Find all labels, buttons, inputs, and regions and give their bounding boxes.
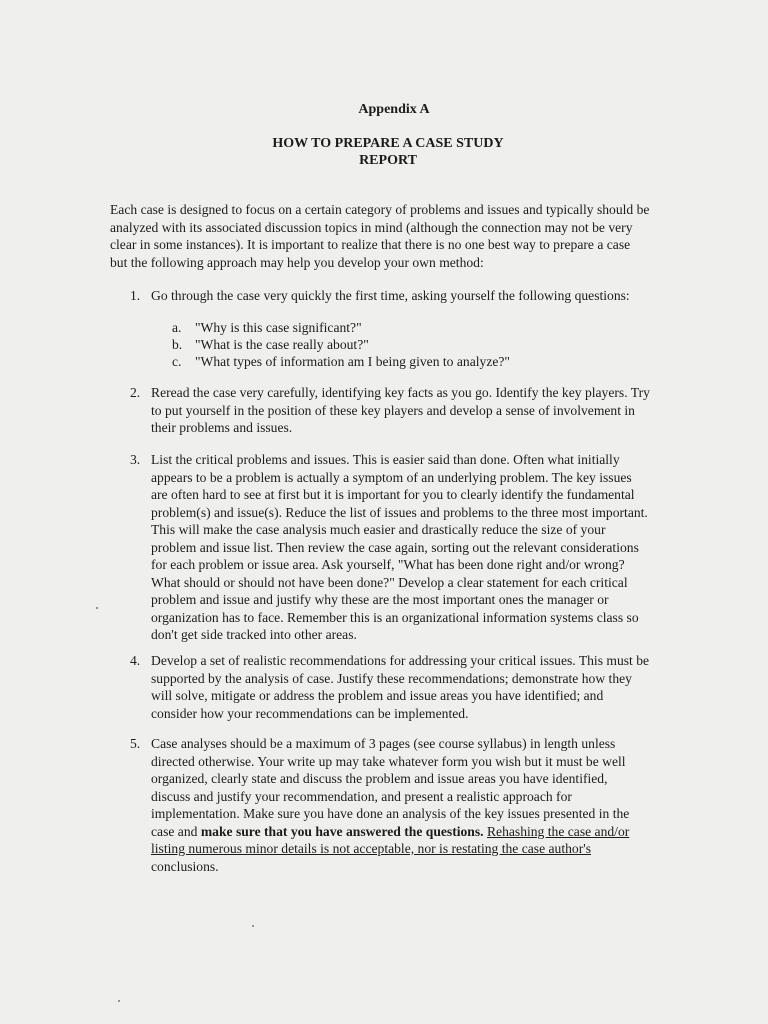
item-text-underlined: Rehashing the case and/or listing numerous minor details is not acceptable, nor is restating the case author's (151, 823, 630, 856)
sub-text: "What is the case really about?" (195, 337, 369, 352)
sub-letter: a. (172, 320, 182, 335)
sub-question-c (172, 353, 632, 370)
item-number: 5. (130, 736, 141, 751)
item-text: Develop a set of realistic recommendations for addressing your critical issues. This must be supported by the analysis of case. Justify these recommendations; demonstrate how they will solve, mitigate or address the problem and issue areas you have identified; and consider how your recommendations can be implemented. (151, 653, 650, 721)
title-line-1: HOW TO PREPARE A CASE STUDY (272, 136, 504, 151)
item-number: 1. (130, 288, 141, 303)
sub-question-b (172, 336, 632, 353)
item-text-plain: Case analyses should be a maximum of 3 pages (see course syllabus) in length unless directed otherwise. Your write up may take whatever form you wish but it must be well organized, clearly state and discuss the problem and issue areas you have identified, discuss and justify your recommendation, and present a realistic approach for implementation. Make sure you have done an analysis of the key issues presented in the case and (151, 736, 630, 839)
item-number: 3. (130, 452, 141, 467)
sub-letter: b. (172, 337, 183, 352)
sub-question-a (172, 319, 632, 336)
sub-text: "What types of information am I being given to analyze?" (195, 354, 510, 369)
list-item-1 (130, 287, 650, 305)
item-number: 2. (130, 385, 141, 400)
item-text (151, 735, 650, 875)
title-line-2: REPORT (359, 153, 417, 168)
item-text-bold: make sure that you have answered the questions. (200, 823, 484, 839)
scan-speck (252, 925, 254, 927)
item-text: Reread the case very carefully, identifying key facts as you go. Identify the key players. Try to put yourself in the position of these key players and develop a sense of involvement in their problems and issues. (151, 385, 650, 435)
appendix-heading: Appendix A (358, 102, 430, 117)
intro-paragraph: Each case is designed to focus on a certain category of problems and issues and typically should be analyzed with its associated discussion topics in mind (although the connection may not be very clear in some instances). It is important to realize that there is no one best way to prepare a case but the following approach may help you develop your own method: (110, 202, 650, 270)
list-item-2 (130, 384, 650, 437)
list-item-5 (130, 735, 650, 875)
scan-speck (118, 1000, 120, 1002)
item-text: List the critical problems and issues. This is easier said than done. Often what initially appears to be a problem is actually a symptom of an underlying problem. The key issues are often hard to see at first but it is important for you to clearly identify the fundamental problem(s) and issue(s). Reduce the list of issues and problems to the three most important. This will make the case analysis much easier and drastically reduce the size of your problem and issue list. Then review the case again, sorting out the relevant considerations for each problem or issue area. Ask yourself, "What has been done right and/or wrong? What should or should not have been done?" Develop a clear statement for each critical problem and issue and justify why these are the most important ones the manager or organization has to face. Remember this is an organizational information systems class so don't get side tracked into other areas. (151, 452, 648, 642)
list-item-4 (130, 652, 650, 722)
sub-text: "Why is this case significant?" (195, 320, 362, 335)
document-title (4, 135, 768, 169)
item-number: 4. (130, 653, 141, 668)
list-item-3 (130, 451, 650, 644)
sub-letter: c. (172, 354, 182, 369)
item-text: Go through the case very quickly the first time, asking yourself the following questions: (151, 288, 630, 303)
scan-speck (96, 607, 98, 609)
item-text-end: conclusions. (151, 858, 219, 874)
